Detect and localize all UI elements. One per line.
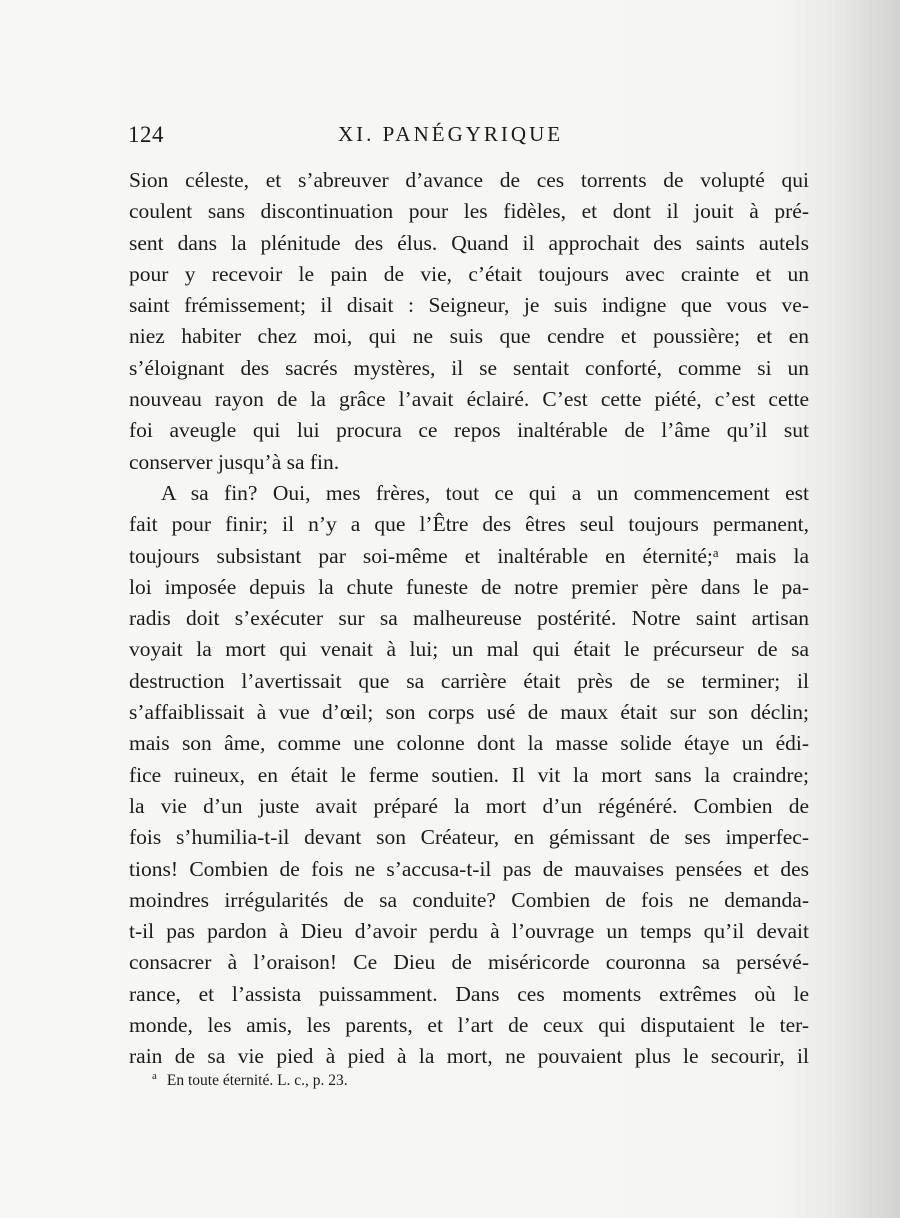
text-line: niez habiter chez moi, qui ne suis que cendre et poussière; et en [129,324,809,349]
text-line: mais son âme, comme une colonne dont la masse solide étaye un édi- [129,731,809,756]
text-line: toujours subsistant par soi-même et inaltérable en éternité;ᵃ mais la [129,543,809,568]
text-line: fice ruineux, en était le ferme soutien. Il vit la mort sans la craindre; [129,762,809,787]
running-title: XI. PANÉGYRIQUE [338,122,564,146]
text-line: la vie d’un juste avait préparé la mort d’un régénéré. Combien de [129,793,809,818]
text-line: monde, les amis, les parents, et l’art de ceux qui disputaient le ter- [129,1013,809,1038]
text-line: coulent sans discontinuation pour les fidèles, et dont il jouit à pré- [129,199,809,224]
paragraph-start-line: A sa fin? Oui, mes frères, tout ce qui a un commencement est [161,480,809,505]
text-line: rain de sa vie pied à pied à la mort, ne pouvaient plus le secourir, il [129,1044,809,1069]
text-line: saint frémissement; il disait : Seigneur, je suis indigne que vous ve- [129,293,809,318]
text-line: voyait la mort qui venait à lui; un mal qui était le précurseur de sa [129,637,809,662]
text-line: foi aveugle qui lui procura ce repos inaltérable de l’âme qu’il sut [129,418,809,443]
paragraph-end-line: conserver jusqu’à sa fin. [129,449,340,474]
text-line: moindres irrégularités de sa conduite? Combien de fois ne demanda- [129,887,809,912]
text-line: nouveau rayon de la grâce l’avait éclairé. C’est cette piété, c’est cette [129,387,809,412]
text-line: radis doit s’exécuter sur sa malheureuse postérité. Notre saint artisan [129,606,809,631]
text-line: Sion céleste, et s’abreuver d’avance de ces torrents de volupté qui [129,168,809,192]
footnote-text: En toute éternité. L. c., p. 23. [166,1072,348,1090]
body-text [129,165,809,1073]
text-line: tions! Combien de fois ne s’accusa-t-il pas de mauvaises pensées et des [129,856,809,881]
text-line: fois s’humilia-t-il devant son Créateur, en gémissant de ses imperfec- [129,825,809,850]
text-line: s’affaiblissait à vue d’œil; son corps usé de maux était sur son déclin; [129,700,809,725]
text-line: fait pour finir; il n’y a que l’Être des êtres seul toujours permanent, [129,512,809,537]
footnote-marker: a [152,1070,157,1082]
text-line: pour y recevoir le pain de vie, c’était toujours avec crainte et un [129,261,809,286]
page-number: 124 [128,122,164,147]
footnote [152,1070,348,1090]
text-line: sent dans la plénitude des élus. Quand il approchait des saints autels [129,230,809,255]
text-line: t-il pas pardon à Dieu d’avoir perdu à l’ouvrage un temps qu’il devait [129,919,809,944]
running-head [128,122,808,152]
text-line: s’éloignant des sacrés mystères, il se sentait conforté, comme si un [129,355,809,380]
text-line: rance, et l’assista puissamment. Dans ces moments extrêmes où le [129,981,809,1006]
text-line: consacrer à l’oraison! Ce Dieu de miséricorde couronna sa persévé- [129,950,809,975]
text-line: loi imposée depuis la chute funeste de notre premier père dans le pa- [129,574,809,599]
text-line: destruction l’avertissait que sa carrière était près de se terminer; il [129,668,809,693]
